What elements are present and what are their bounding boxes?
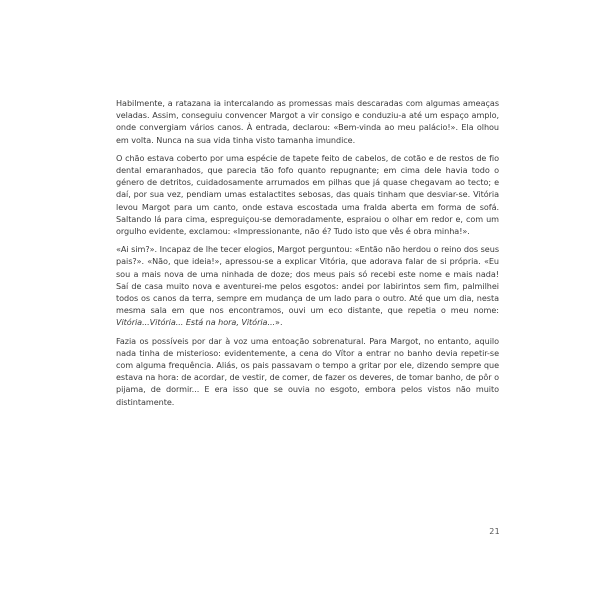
body-text [116, 97, 499, 414]
paragraph-2-text: O chão estava coberto por uma espécie de tapete feito de cabelos, de cotão e de restos de fio dental emaranhados, que parecia tão fofo quanto repugnante; em cima dele havia todo o género de detritos, cuidadosamente arrumados em pilhas que já quase chegavam ao tecto; e daí, por sua vez, pendiam umas estalactites sebosas, das quais tinham que desviar-se. Vitória levou Margot para um canto, onde estava escostada uma fralda aberta em forma de sofá. Saltando lá para cima, espreguiçou-se demoradamente, espraiou o olhar em redor e, com um orgulho evidente, exclamou: «Impressionante, não é? Tudo isto que vês é obra minha!». [116, 152, 499, 237]
paragraph-1 [116, 97, 499, 146]
paragraph-3-text: «Ai sim?». Incapaz de lhe tecer elogios, Margot perguntou: «Então não herdou o reino dos seus pais?». «Não, que ideia!», apressou-se a explicar Vitória, que adorava falar de si própria. «Eu sou a mais nova de uma ninhada de doze; dos meus pais só recebi este nome e mais nada! Saí de casa muito nova e aventurei-me pelos esgotos: andei por labirintos sem fim, palmilhei todos os canos da terra, sempre em mudança de um lado para o outro. Até que um dia, nesta mesma sala em que nos encontramos, ouvi um eco distante, que repetia o meu nome: [116, 244, 499, 316]
paragraph-3-tail: ». [275, 317, 283, 328]
paragraph-3 [116, 243, 499, 328]
paragraph-1-text: Habilmente, a ratazana ia intercalando as promessas mais descaradas com algumas ameaças veladas. Assim, conseguiu convencer Margot a vir consigo e conduziu-a até um espaço amplo, onde convergiam vários canos. À entrada, declarou: «Bem-vinda ao meu palácio!». Ela olhou em volta. Nunca na sua vida tinha visto tamanha imundice. [116, 98, 499, 145]
paragraph-4 [116, 335, 499, 408]
page-number: 21 [489, 527, 500, 536]
paragraph-2 [116, 152, 499, 237]
paragraph-3-italic-echo: Vitória...Vitória... Está na hora, Vitória... [116, 317, 276, 328]
paragraph-4-text: Fazia os possíveis por dar à voz uma entoação sobrenatural. Para Margot, no entanto, aquilo nada tinha de misterioso: evidentemente, a cena do Vítor a entrar no banho devia repetir-se com alguma frequência. Aliás, os pais passavam o tempo a gritar por ele, dizendo sempre que estava na hora: de acordar, de vestir, de comer, de fazer os deveres, de tomar banho, de pôr o pijama, de dormir... E era isso que se ouvia no esgoto, embora pelos vistos não muito distintamente. [116, 335, 499, 407]
